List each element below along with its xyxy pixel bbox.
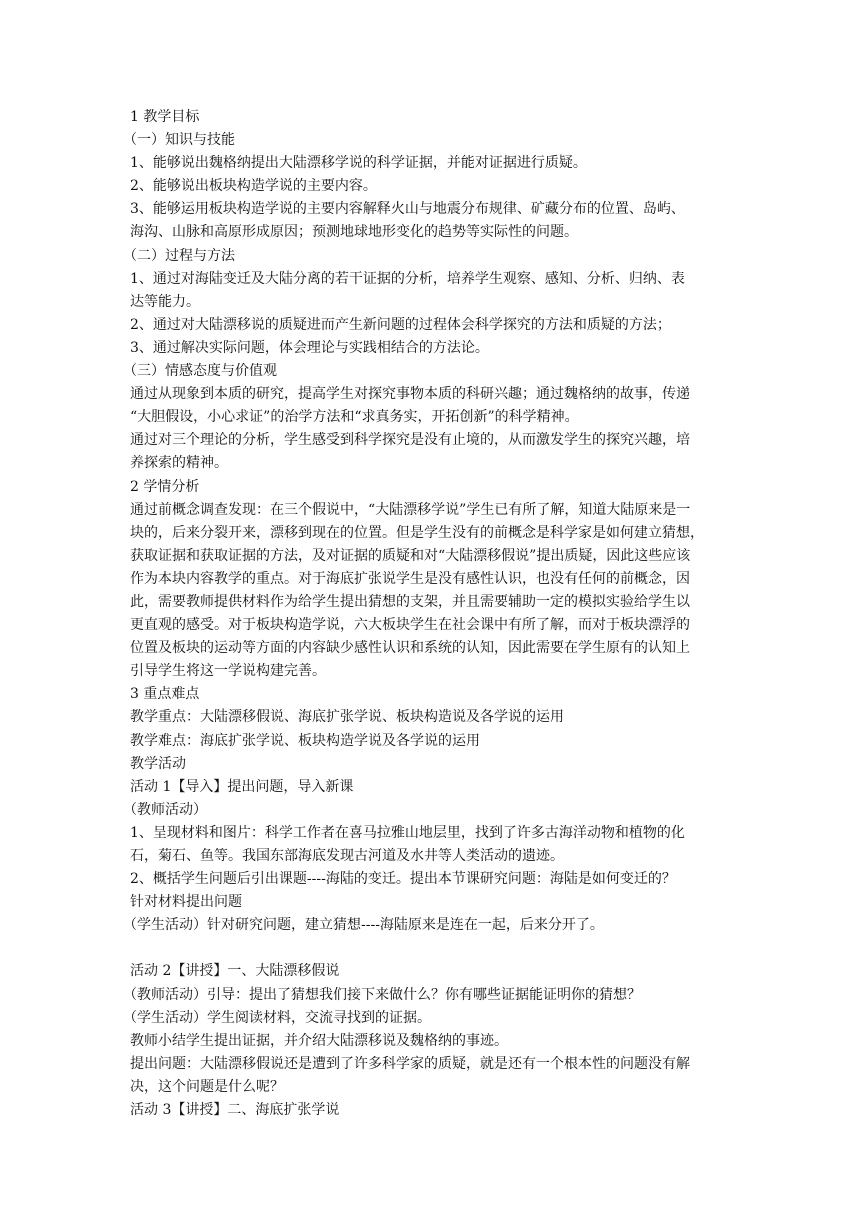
paragraph-line: 通过从现象到本质的研究，提高学生对探究事物本质的科研兴趣；通过魏格纳的故事，传递 xyxy=(130,386,690,403)
paragraph-line: 决，这个问题是什么呢？ xyxy=(130,1078,284,1095)
heading-learning-analysis: 2 学情分析 xyxy=(130,478,200,495)
paragraph-line: 3、能够运用板块构造学说的主要内容解释火山与地震分布规律、矿藏分布的位置、岛屿、 xyxy=(130,201,685,218)
paragraph-line: 针对材料提出问题 xyxy=(130,894,242,911)
paragraph-line: 1、能够说出魏格纳提出大陆漂移学说的科学证据，并能对证据进行质疑。 xyxy=(130,155,587,172)
paragraph-line: 达等能力。 xyxy=(130,293,200,310)
paragraph-line: 3、通过解决实际问题，体会理论与实践相结合的方法论。 xyxy=(130,339,489,356)
paragraph-line: “大胆假设，小心求证”的治学方法和“求真务实，开拓创新”的科学精神。 xyxy=(130,409,579,426)
paragraph-line: 教学重点：大陆漂移假说、海底扩张学说、板块构造说及各学说的运用 xyxy=(130,709,564,726)
paragraph-line: 通过前概念调查发现：在三个假说中，“大陆漂移学说”学生已有所了解，知道大陆原来是一 xyxy=(130,501,691,518)
paragraph-line: 教学难点：海底扩张学说、板块构造学说及各学说的运用 xyxy=(130,732,480,749)
document-body xyxy=(123,106,734,1122)
subheading-process-methods: （二）过程与方法 xyxy=(123,247,235,264)
paragraph-line: 1、呈现材料和图片：科学工作者在喜马拉雅山地层里，找到了许多古海洋动物和植物的化 xyxy=(130,824,685,841)
heading-teaching-goals: 1 教学目标 xyxy=(130,109,200,125)
paragraph-line: 通过对三个理论的分析，学生感受到科学探究是没有止境的，从而激发学生的探究兴趣，培 xyxy=(130,432,690,449)
activity-heading: 活动 3【讲授】二、海底扩张学说 xyxy=(130,1102,340,1119)
paragraph-line: 教师小结学生提出证据，并介绍大陆漂移说及魏格纳的事迹。 xyxy=(130,1032,508,1049)
paragraph-line: 2、能够说出板块构造学说的主要内容。 xyxy=(130,178,377,195)
subheading-emotion-values: （三）情感态度与价值观 xyxy=(123,363,277,380)
heading-key-difficulties: 3 重点难点 xyxy=(130,686,200,703)
heading-teaching-activities: 教学活动 xyxy=(130,755,186,772)
subheading-knowledge-skills: （一）知识与技能 xyxy=(123,132,235,149)
blank-line xyxy=(130,937,734,960)
paragraph-line: 石，菊石、鱼等。我国东部海底发现古河道及水井等人类活动的遗迹。 xyxy=(130,848,564,864)
paragraph-line: 作为本块内容教学的重点。对于海底扩张说学生是没有感性认识，也没有任何的前概念，因 xyxy=(130,570,690,587)
paragraph-line: 获取证据和获取证据的方法，及对证据的质疑和对“大陆漂移假说”提出质疑，因此这些应该 xyxy=(130,547,691,564)
paragraph-line: （教师活动）引导：提出了猜想我们接下来做什么？你有哪些证据能证明你的猜想？ xyxy=(123,986,641,1003)
paragraph-line: 更直观的感受。对于板块构造学说，六大板块学生在社会课中有所了解，而对于板块漂浮的 xyxy=(130,617,690,634)
paragraph-line: 2、概括学生问题后引出课题----海陆的变迁。提出本节课研究问题：海陆是如何变迁的？ xyxy=(130,871,676,888)
paragraph-line: （学生活动）针对研究问题，建立猜想----海陆原来是连在一起，后来分开了。 xyxy=(123,917,604,934)
paragraph-line: 2、通过对大陆漂移说的质疑进而产生新问题的过程体会科学探究的方法和质疑的方法； xyxy=(130,316,671,333)
paragraph-line: 提出问题：大陆漂移假说还是遭到了许多科学家的质疑，就是还有一个根本性的问题没有解 xyxy=(130,1055,690,1072)
paragraph-line: 位置及板块的运动等方面的内容缺少感性认识和系统的认知，因此需要在学生原有的认知上 xyxy=(130,640,690,657)
paragraph-line: 海沟、山脉和高原形成原因；预测地球地形变化的趋势等实际性的问题。 xyxy=(130,224,578,241)
activity-heading: 活动 1【导入】提出问题，导入新课 xyxy=(130,778,354,795)
paragraph-line: （教师活动） xyxy=(123,801,207,818)
paragraph-line: 引导学生将这一学说构建完善。 xyxy=(130,663,326,680)
paragraph-line: 块的，后来分裂开来，漂移到现在的位置。但是学生没有的前概念是科学家是如何建立猜想， xyxy=(130,524,704,541)
paragraph-line: 养探索的精神。 xyxy=(130,455,228,472)
paragraph-line: （学生活动）学生阅读材料，交流寻找到的证据。 xyxy=(123,1009,431,1026)
paragraph-line: 此，需要教师提供材料作为给学生提出猜想的支架，并且需要辅助一定的模拟实验给学生以 xyxy=(130,593,690,610)
paragraph-line: 1、通过对海陆变迁及大陆分离的若干证据的分析，培养学生观察、感知、分析、归纳、表 xyxy=(130,270,685,287)
activity-heading: 活动 2【讲授】一、大陆漂移假说 xyxy=(130,963,340,980)
